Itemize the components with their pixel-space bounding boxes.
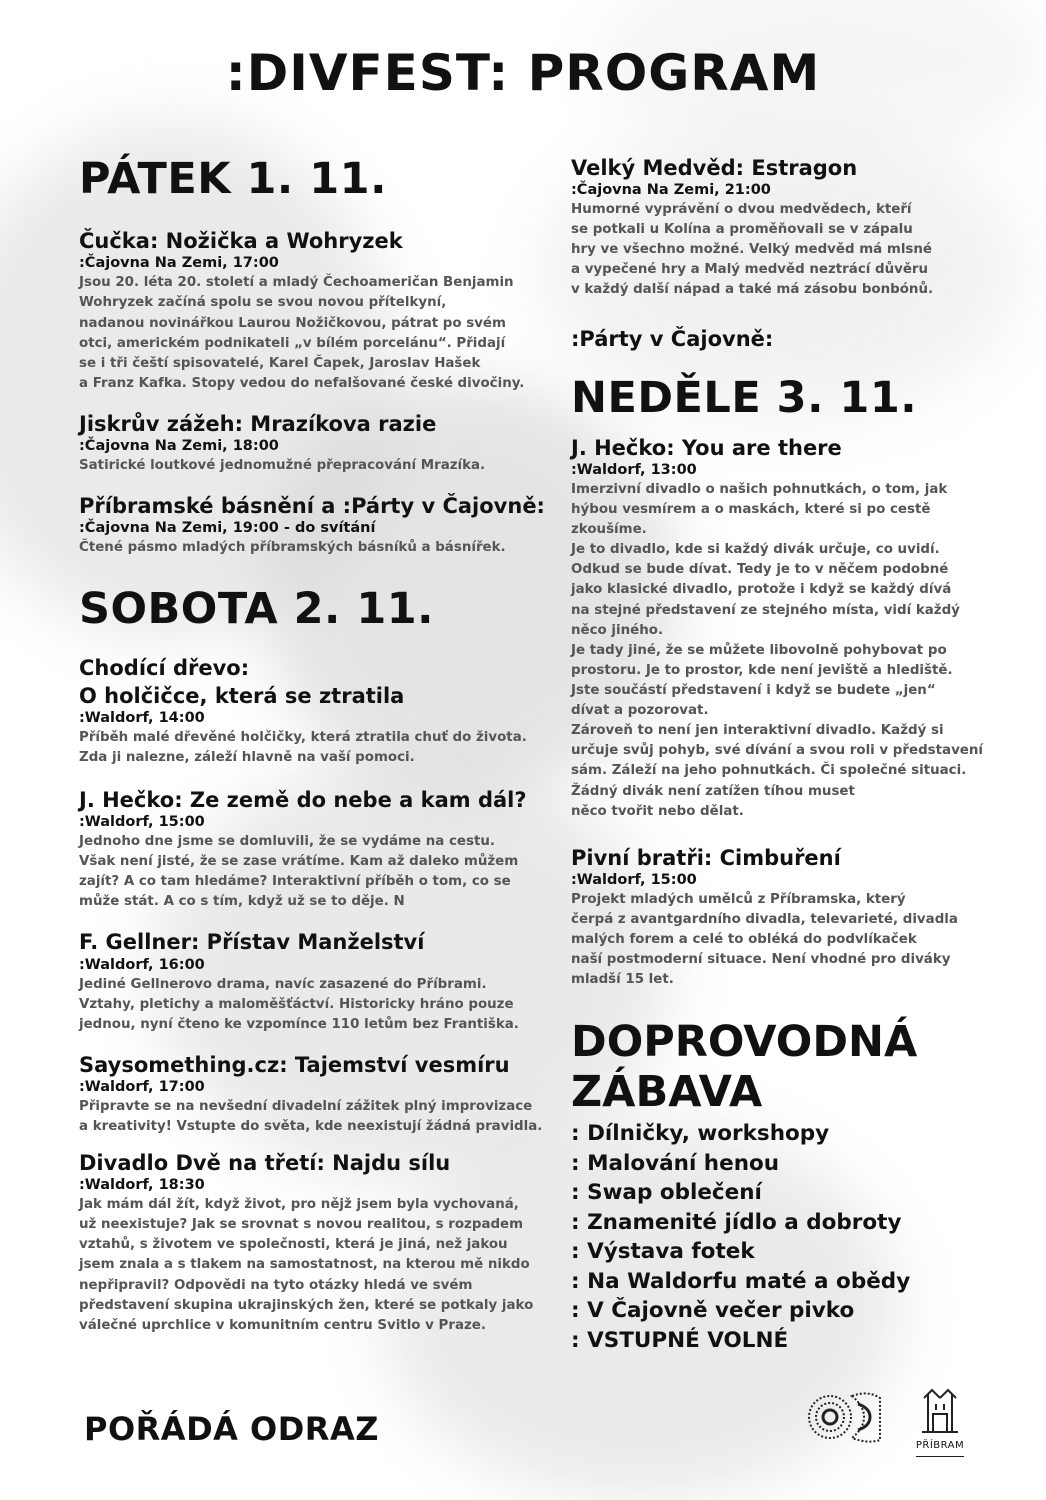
event-venue-time: :Waldorf, 15:00 (571, 871, 697, 888)
event-venue-time: :Waldorf, 15:00 (79, 814, 205, 831)
event-title: Saysomething.cz: Tajemství vesmíru (79, 1052, 510, 1077)
event-title: Čučka: Nožička a Wohryzek (79, 229, 403, 254)
organizer-footer: POŘÁDÁ ODRAZ (84, 1410, 379, 1448)
page-title: :DIVFEST: PROGRAM (225, 44, 821, 102)
event-venue-time: :Waldorf, 18:30 (79, 1177, 205, 1194)
event-description: Jsou 20. léta 20. století a mladý Čechoameričan Benjamin Wohryzek začíná spolu se svou novou přítelkyní, nadanou novinářkou Laurou Nožičkovou, pátrat po svém otci, americkém podnikateli „v bílém porcelánu“. Přidají se i tři čeští spisovatelé, Karel Čapek, Jaroslav Hašek a Franz Kafka. Stopy vedou do nefalšované české divočiny. (79, 275, 525, 391)
list-item: : VSTUPNÉ VOLNÉ (571, 1327, 789, 1353)
event-pivni-bratri (571, 846, 991, 991)
event-title: J. Hečko: Ze země do nebe a kam dál? (79, 788, 527, 812)
event-venue-time: :Čajovna Na Zemi, 21:00 (571, 182, 771, 199)
extras-list (571, 1119, 991, 1355)
event-description: Imerzivní divadlo o našich pohnutkách, o tom, jak hýbou vesmírem a o maskách, které si po cestě zkoušíme. Je to divadlo, kde si každý divák určuje, co uvidí. Odkud se bude dívat. Tedy je to v něčem podobné jako klasické divadlo, protože i když se každý dívá na stejné představení ze stejného místa, vidí každý něco jiného. Je tady jiné, že se můžete libovolně pohybovat po prostoru. Je to prostor, kde není jeviště a hlediště. Jste součástí představení i když se budete „jen“ dívat a pozorovat. Zároveň to není jen interaktivní divadlo. Každý si určuje svůj pohyb, své dívání a svou roli v představení sám. Záleží na jeho pohnutkách. Či společné situaci. Žádný divák není zatížen tíhou muset něco tvořit nebo dělat. (571, 481, 983, 819)
event-title-continued: O holčičce, která se ztratila (79, 683, 405, 708)
list-item: : Znamenité jídlo a dobroty (571, 1209, 902, 1235)
event-cucka (79, 229, 549, 394)
event-chodici-drevo (79, 656, 549, 768)
list-item: : Na Waldorfu maté a obědy (571, 1268, 911, 1294)
list-item: : Malování henou (571, 1150, 780, 1176)
event-dve-na-treti (79, 1151, 549, 1336)
event-title: Pivní bratři: Cimbuření (571, 845, 841, 870)
event-description: Jednoho dne jsme se domluvili, že se vydáme na cestu. Však není jisté, že se zase vrátíme. Kam až daleko můžem zajít? A co tam hledáme? Interaktivní příběh o tom, co se může stát. A co s tím, když už se to děje. N (79, 834, 519, 910)
event-title: Chodící dřevo: (79, 655, 250, 680)
day-heading-sunday: NEDĚLE 3. 11. (571, 372, 918, 423)
event-title: Jiskrův zážeh: Mrazíkova razie (79, 411, 437, 436)
event-venue-time: :Waldorf, 16:00 (79, 956, 205, 973)
day-heading-friday: PÁTEK 1. 11. (79, 154, 387, 204)
list-item: : Výstava fotek (571, 1239, 755, 1265)
event-hecko-you-are-there (571, 436, 991, 822)
event-description: Příběh malé dřevěné holčičky, která ztratila chuť do života. Zda ji nalezne, záleží hlavně na vaší pomoci. (79, 729, 527, 765)
extras-heading-line2: ZÁBAVA (571, 1066, 763, 1117)
event-venue-time: :Waldorf, 13:00 (571, 462, 697, 479)
list-item: : Dílničky, workshopy (571, 1121, 830, 1147)
event-description: Čtené pásmo mladých příbramských básníků a básnířek. (79, 540, 506, 556)
event-title: F. Gellner: Přístav Manželství (79, 930, 425, 955)
event-saysomething (79, 1053, 549, 1137)
event-description: Jediné Gellnerovo drama, navíc zasazené do Příbrami. Vztahy, pletichy a maloměšťáctví. Historicky hráno pouze jednou, nyní čteno ke vzpomínce 110 letům bez Františka. (79, 976, 519, 1032)
extras-heading: DOPROVODNÁ (571, 1017, 918, 1068)
event-venue-time: :Čajovna Na Zemi, 17:00 (79, 255, 279, 272)
event-description: Jak mám dál žít, když život, pro nějž jsem byla vychovaná, už neexistuje? Jak se srovnat s novou realitou, s rozpadem vztahů, s životem ve společnosti, která je jiná, než jakou jsem znala a s tlakem na samostatnost, na kterou mě nikdo nepřipravil? Odpovědi na tyto otázky hledá ve svém představení skupina ukrajinských žen, které se potkaly jako válečné uprchlice v komunitním centru Svitlo v Praze. (79, 1197, 534, 1333)
pribram-coat-of-arms-icon (912, 1388, 968, 1438)
extras-section (571, 1018, 991, 1355)
event-venue-time: :Waldorf, 14:00 (79, 709, 205, 726)
event-pribramske-basneni (79, 494, 549, 558)
event-velky-medved (571, 156, 991, 301)
event-venue-time: :Čajovna Na Zemi, 18:00 (79, 438, 279, 455)
event-description: Projekt mladých umělců z Příbramska, který čerpá z avantgardního divadla, televarieté, divadla malých forem a celé to obléká do podvlíkaček naší postmoderní situace. Není vhodné pro diváky mladší 15 let. (571, 891, 958, 988)
pribram-label: PŘÍBRAM (915, 1440, 965, 1451)
event-jiskruv-zazeh (79, 412, 549, 476)
event-description: Satirické loutkové jednomužné přepracování Mrazíka. (79, 458, 486, 474)
event-description: Humorné vyprávění o dvou medvědech, kteří se potkali u Kolína a proměňovali se v zápalu hry ve všechno možné. Velký medvěd má mlsné a vypečené hry a Malý medvěd neztrácí důvěru v každý další nápad a také má zásobu bonbónů. (571, 202, 934, 298)
odraz-logo-icon (806, 1384, 888, 1450)
event-venue-time: :Čajovna Na Zemi, 19:00 - do svítání (79, 520, 376, 537)
right-column (571, 156, 991, 1355)
event-title: Divadlo Dvě na třetí: Najdu sílu (79, 1151, 451, 1176)
list-item: : V Čajovně večer pivko (571, 1298, 855, 1324)
event-title: Příbramské básnění a :Párty v Čajovně: (79, 494, 545, 519)
event-title: Velký Medvěd: Estragon (571, 156, 858, 180)
event-description: Připravte se na nevšední divadelní zážitek plný improvizace a kreativity! Vstupte do světa, kde neexistují žádná pravidla. (79, 1098, 543, 1134)
left-column (79, 156, 549, 1336)
event-hecko-ze-zeme (79, 788, 549, 912)
day-heading-saturday: SOBOTA 2. 11. (79, 584, 434, 635)
party-label: :Párty v Čajovně: (571, 326, 774, 351)
event-gellner (79, 930, 549, 1034)
pribram-logo (912, 1388, 968, 1460)
list-item: : Swap oblečení (571, 1180, 762, 1206)
divider (916, 1456, 964, 1457)
event-title: J. Hečko: You are there (571, 435, 842, 460)
event-venue-time: :Waldorf, 17:00 (79, 1079, 205, 1096)
